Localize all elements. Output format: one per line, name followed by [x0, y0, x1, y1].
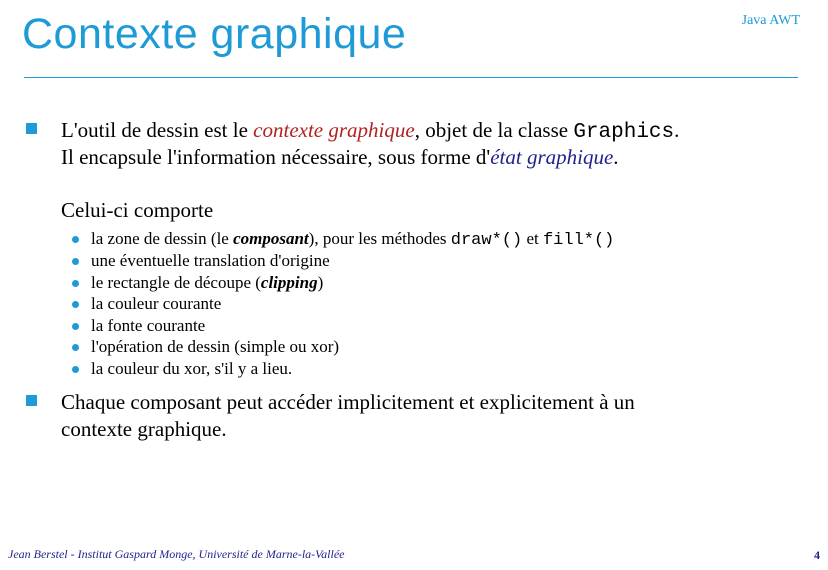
text-run: le rectangle de découpe ( [91, 273, 261, 292]
text-run: Il encapsule l'information nécessaire, sous forme d' [61, 145, 491, 169]
round-bullet-icon [72, 258, 79, 265]
round-bullet-icon [72, 236, 79, 243]
round-bullet-icon [72, 344, 79, 351]
term-graphique: graphique [526, 145, 614, 169]
subitem-font: la fonte courante [91, 316, 206, 335]
bullet2-line2: contexte graphique. [61, 417, 227, 441]
subitem-operation: l'opération de dessin (simple ou xor) [91, 337, 340, 356]
round-bullet-icon [72, 280, 79, 287]
text-run: L'outil de dessin est le [61, 118, 254, 142]
text-run: ) [317, 273, 324, 292]
method-fill: fill*() [542, 231, 615, 250]
text-run: la zone de dessin (le [91, 229, 234, 248]
slide-title: Contexte graphique [22, 10, 407, 58]
round-bullet-icon [72, 323, 79, 330]
method-draw: draw*() [450, 231, 523, 250]
text-run: . [613, 145, 619, 169]
term-composant: composant [233, 229, 309, 248]
bullet2-line1: Chaque composant peut accéder implicitement et explicitement à un [61, 390, 635, 414]
header-divider [24, 77, 798, 78]
term-clipping: clipping [260, 273, 318, 292]
topic-label: Java AWT [741, 13, 800, 28]
subitem-translation: une éventuelle translation d'origine [91, 251, 330, 270]
square-bullet-icon [26, 395, 37, 406]
subitem-drawing-area [91, 229, 614, 251]
round-bullet-icon [72, 301, 79, 308]
bullet1-line1 [61, 117, 679, 146]
term-contexte-graphique: contexte graphique [253, 118, 415, 142]
square-bullet-icon [26, 123, 37, 134]
bullet1-line3: Celui-ci comporte [61, 198, 214, 222]
text-run: . [674, 118, 680, 142]
footer-credit: Jean Berstel - Institut Gaspard Monge, Université de Marne-la-Vallée [8, 547, 345, 561]
text-run: et [522, 229, 543, 248]
subitem-clipping [91, 273, 323, 293]
text-run: ), pour les méthodes [308, 229, 451, 248]
subitem-xor-color: la couleur du xor, s'il y a lieu. [91, 359, 293, 378]
class-name-graphics: Graphics [573, 121, 675, 144]
text-run: , objet de la classe [414, 118, 574, 142]
term-etat: état [490, 145, 522, 169]
round-bullet-icon [72, 366, 79, 373]
page-number: 4 [814, 548, 820, 562]
subitem-color: la couleur courante [91, 294, 222, 313]
bullet1-line2 [61, 144, 619, 170]
